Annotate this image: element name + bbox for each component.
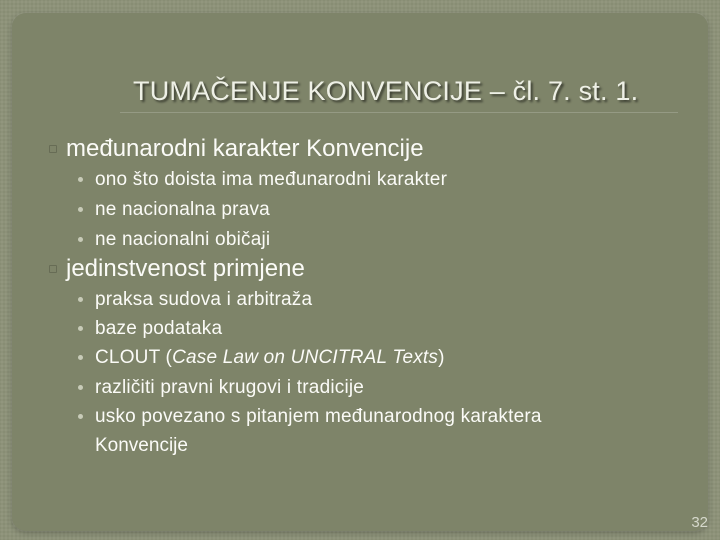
list-item: baze podataka (95, 318, 222, 340)
title-divider (120, 112, 678, 113)
slide-title: TUMAČENJE KONVENCIJE – čl. 7. st. 1. (133, 76, 639, 106)
list-item: ne nacionalni običaji (95, 229, 270, 251)
list-item: CLOUT (Case Law on UNCITRAL Texts) (95, 347, 445, 369)
bullet-dot-icon (78, 207, 83, 212)
bullet-marker-icon (49, 265, 57, 273)
bullet-dot-icon (78, 355, 83, 360)
bullet-dot-icon (78, 385, 83, 390)
bullet-dot-icon (78, 297, 83, 302)
bullet-dot-icon (78, 414, 83, 419)
list-item-continuation: Konvencije (95, 435, 188, 456)
bullet-marker-icon (49, 145, 57, 153)
list-item: različiti pravni krugovi i tradicije (95, 377, 364, 399)
list-item: praksa sudova i arbitraža (95, 289, 312, 311)
list-item: ono što doista ima međunarodni karakter (95, 169, 447, 191)
section-heading: jedinstvenost primjene (66, 255, 305, 282)
list-item: ne nacionalna prava (95, 199, 270, 221)
section-heading: međunarodni karakter Konvencije (66, 135, 424, 162)
bullet-dot-icon (78, 326, 83, 331)
bullet-dot-icon (78, 237, 83, 242)
list-item: usko povezano s pitanjem međunarodnog karaktera (95, 406, 542, 428)
page-number: 32 (691, 514, 708, 531)
bullet-dot-icon (78, 177, 83, 182)
